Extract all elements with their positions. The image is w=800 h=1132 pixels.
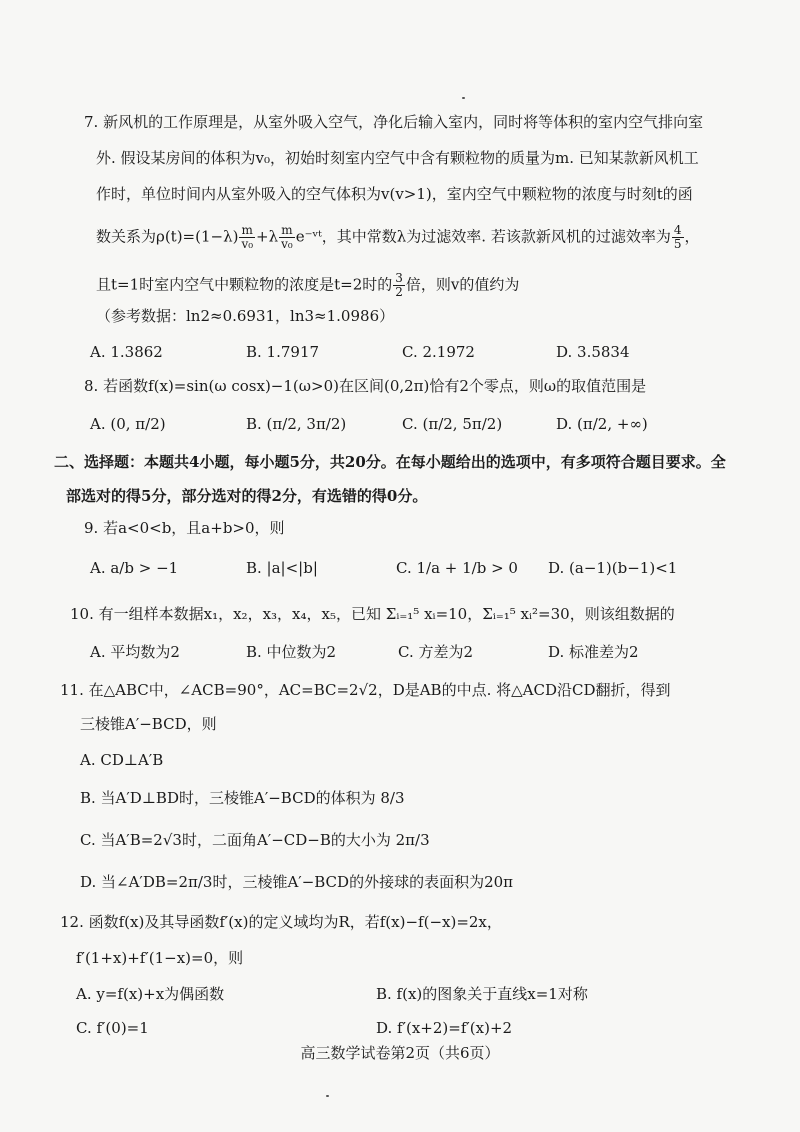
- q11-option-d: D. 当∠A′DB=2π/3时，三棱锥A′−BCD的外接球的表面积为20π: [80, 873, 514, 891]
- q7-option-d: D. 3.5834: [556, 343, 630, 361]
- q9-option-c: C. 1/a + 1/b > 0: [396, 559, 518, 577]
- q12-option-a: A. y=f(x)+x为偶函数: [76, 985, 225, 1003]
- q7-formula-start: 数关系为ρ(t)=(1−λ): [96, 227, 239, 246]
- q8-stem: 8. 若函数f(x)=sin(ω cosx)−1(ω>0)在区间(0,2π)恰有2个零点，则ω的取值范围是: [84, 377, 647, 395]
- fraction-m-over-v0: [239, 224, 255, 251]
- q7-formula-mid: +λ: [256, 227, 279, 246]
- q7-line-3: 作时，单位时间内从室外吸入的空气体积为v(v>1)，室内空气中颗粒物的浓度与时刻t的函: [96, 185, 693, 203]
- q11-option-b: B. 当A′D⊥BD时，三棱锥A′−BCD的体积为 8/3: [80, 789, 405, 807]
- punctuation: ，: [684, 227, 700, 246]
- fraction-3-2: [393, 272, 405, 299]
- q7-line-5-start: 且t=1时室内空气中颗粒物的浓度是t=2时的: [96, 275, 393, 294]
- q12-option-d: D. f′(x+2)=f′(x)+2: [376, 1019, 513, 1037]
- q10-stem: 10. 有一组样本数据x₁，x₂，x₃，x₄，x₅，已知 Σᵢ₌₁⁵ xᵢ=10，Σᵢ₌₁⁵ xᵢ²=30，则该组数据的: [70, 605, 675, 623]
- page-footer: 高三数学试卷第2页（共6页）: [300, 1044, 500, 1062]
- q12-stem-line-2: f′(1+x)+f′(1−x)=0，则: [76, 949, 244, 967]
- q7-option-a: A. 1.3862: [90, 343, 163, 361]
- q7-line-5-end: 倍，则v的值约为: [405, 275, 520, 294]
- section-2-heading: 二、选择题：本题共4小题，每小题5分，共20分。在每小题给出的选项中，有多项符合题目要求。全: [54, 453, 726, 471]
- q10-option-c: C. 方差为2: [398, 643, 474, 661]
- q11-option-c: C. 当A′B=2√3时，二面角A′−CD−B的大小为 2π/3: [80, 831, 430, 849]
- q9-option-a: A. a/b > −1: [90, 559, 179, 577]
- q10-option-d: D. 标准差为2: [548, 643, 639, 661]
- denominator: 2: [395, 285, 403, 299]
- q7-option-b: B. 1.7917: [246, 343, 320, 361]
- q10-option-b: B. 中位数为2: [246, 643, 337, 661]
- q11-stem-line-1: 11. 在△ABC中，∠ACB=90°，AC=BC=2√2，D是AB的中点. 将△ACD沿CD翻折，得到: [60, 681, 671, 699]
- q9-option-d: D. (a−1)(b−1)<1: [548, 559, 678, 577]
- scan-speck: [462, 97, 465, 99]
- q7-line-1: 7. 新风机的工作原理是，从室外吸入空气，净化后输入室内，同时将等体积的室内空气排向室: [84, 113, 704, 131]
- q9-stem: 9. 若a<0<b，且a+b>0，则: [84, 519, 285, 537]
- numerator: m: [279, 224, 295, 238]
- q7-line-5: [96, 272, 519, 299]
- q8-option-b: B. (π/2, 3π/2): [246, 415, 347, 433]
- q12-option-c: C. f′(0)=1: [76, 1019, 149, 1037]
- q12-stem-line-1: 12. 函数f(x)及其导函数f′(x)的定义域均为R，若f(x)−f(−x)=2x，: [60, 913, 502, 931]
- q7-option-c: C. 2.1972: [402, 343, 475, 361]
- denominator: v₀: [281, 237, 293, 251]
- q8-option-d: D. (π/2, +∞): [556, 415, 648, 433]
- q10-option-a: A. 平均数为2: [90, 643, 180, 661]
- numerator: m: [239, 224, 255, 238]
- numerator: 3: [395, 271, 403, 285]
- q11-option-a: A. CD⊥A′B: [80, 751, 164, 769]
- q7-reference-data: （参考数据：ln2≈0.6931，ln3≈1.0986）: [96, 307, 395, 325]
- q8-option-c: C. (π/2, 5π/2): [402, 415, 503, 433]
- q7-line-4: [96, 224, 700, 251]
- section-2-heading-cont: 部选对的得5分，部分选对的得2分，有选错的得0分。: [66, 487, 428, 505]
- q9-option-b: B. |a|<|b|: [246, 559, 318, 577]
- q7-formula-end: e⁻ᵛᵗ，其中常数λ为过滤效率. 若该款新风机的过滤效率为: [295, 227, 671, 246]
- q7-line-2: 外. 假设某房间的体积为v₀，初始时刻室内空气中含有颗粒物的质量为m. 已知某款新风机工: [96, 149, 699, 167]
- fraction-m-over-v0: [279, 224, 295, 251]
- q11-stem-line-2: 三棱锥A′−BCD，则: [80, 715, 217, 733]
- denominator: v₀: [241, 237, 254, 251]
- q8-option-a: A. (0, π/2): [90, 415, 166, 433]
- fraction-4-5: [672, 224, 684, 251]
- q12-option-b: B. f(x)的图象关于直线x=1对称: [376, 985, 588, 1003]
- numerator: 4: [673, 223, 682, 237]
- denominator: 5: [673, 237, 682, 251]
- scan-speck: [326, 1095, 329, 1097]
